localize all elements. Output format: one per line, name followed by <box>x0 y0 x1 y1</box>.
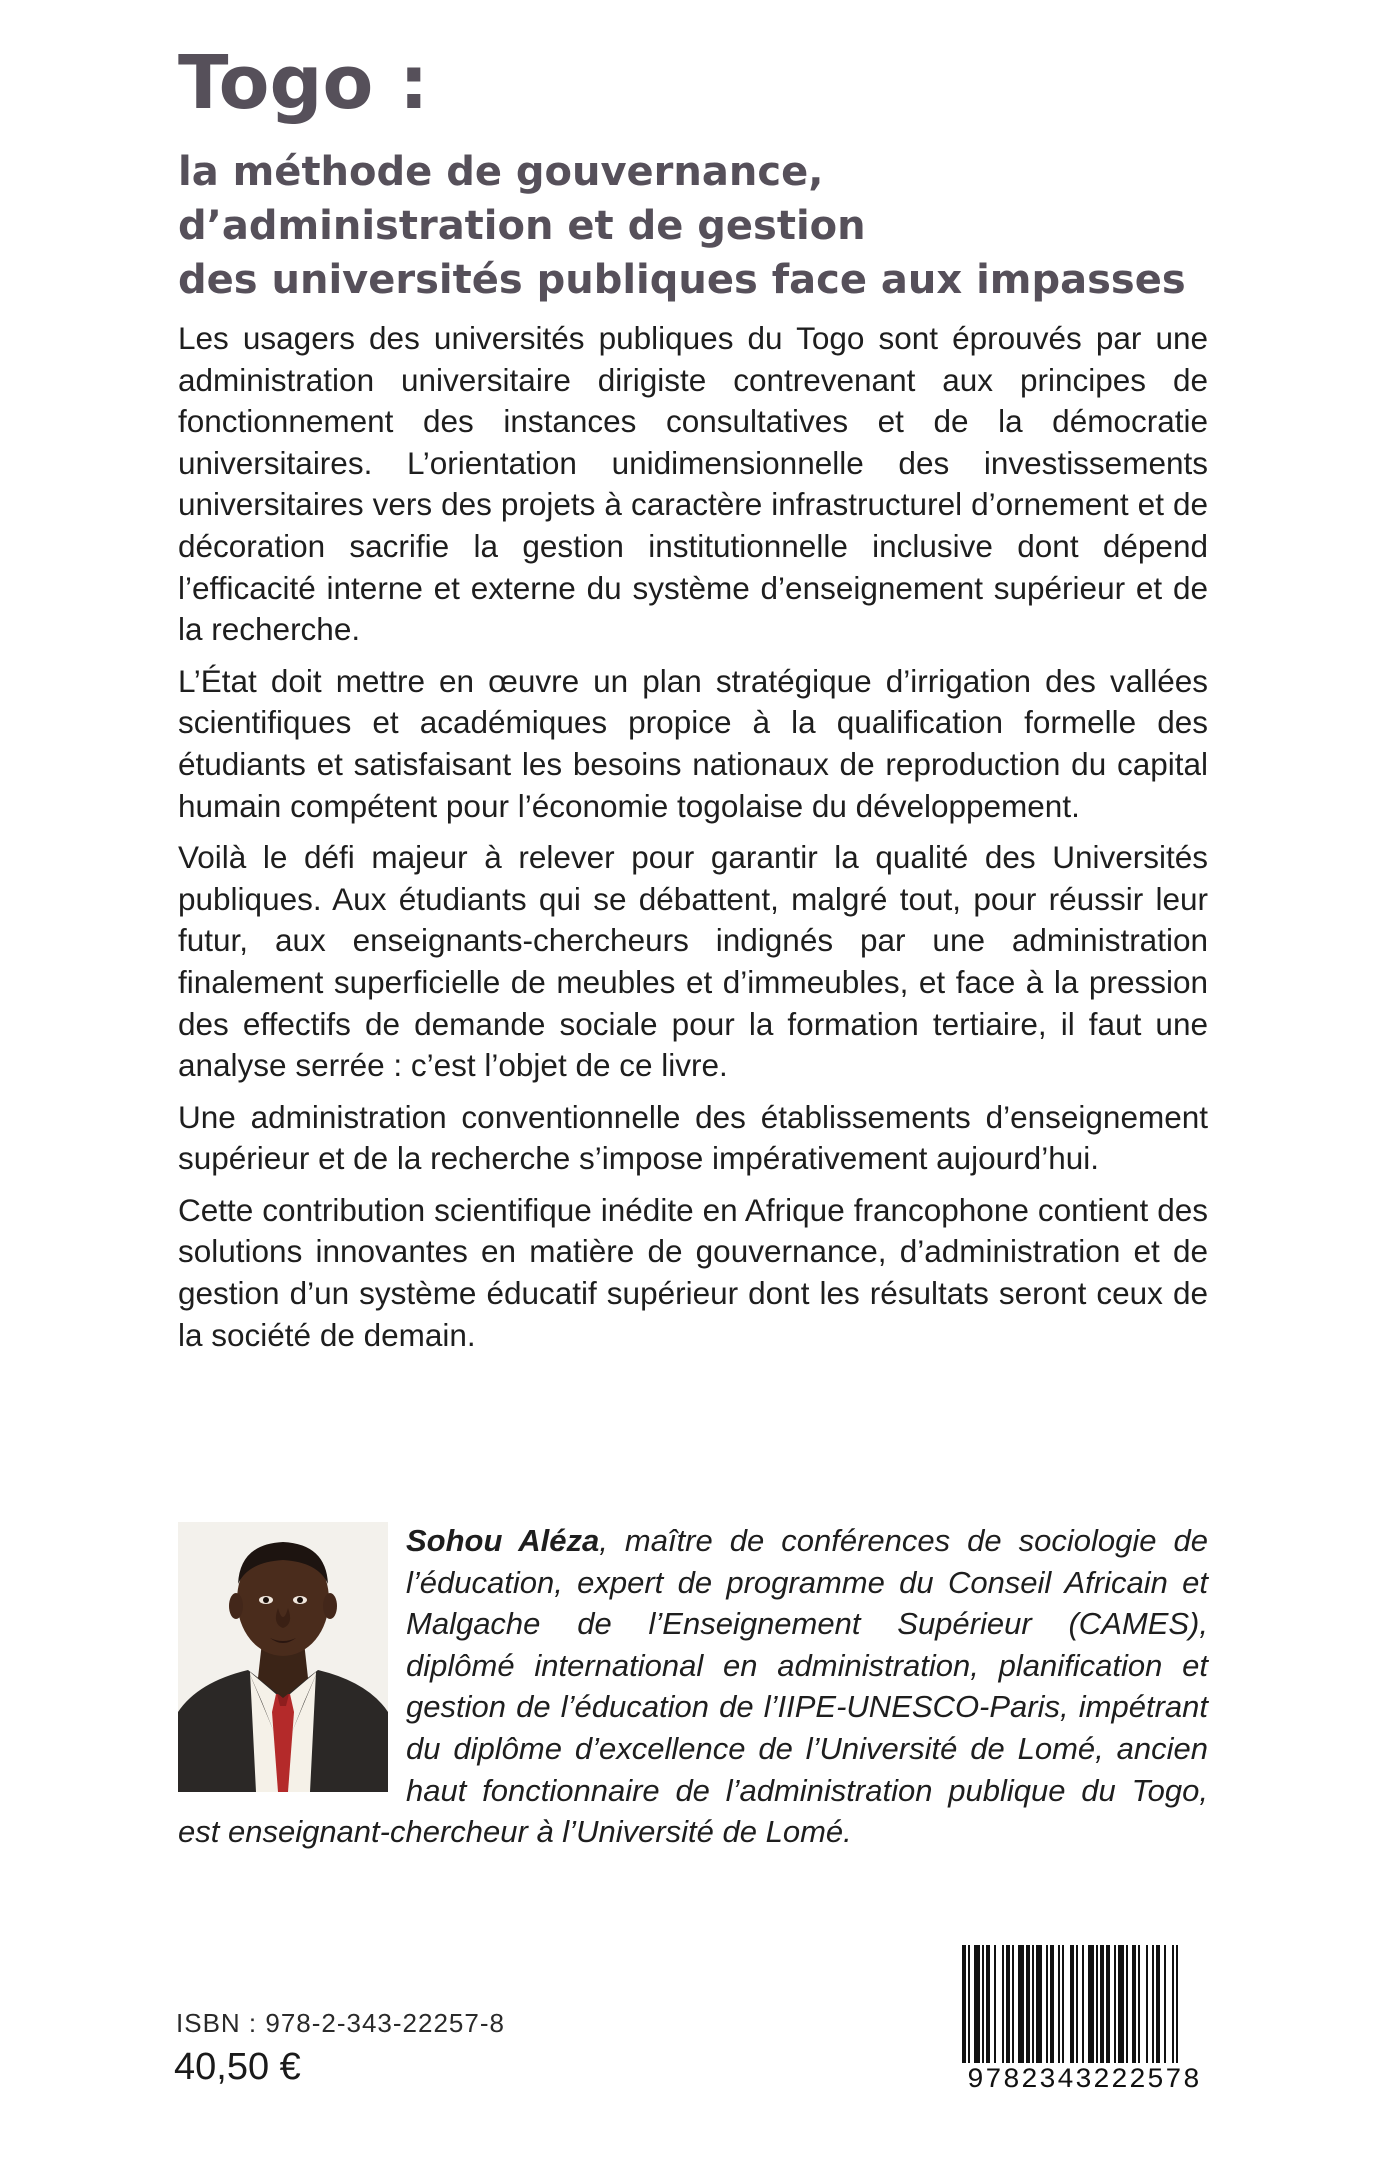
blurb-paragraph: Voilà le défi majeur à relever pour garantir la qualité des Universités publiques. Aux étudiants qui se débattent, malgré tout, pour réussir leur futur, aux enseignants-chercheurs indignés par une administration finalement superficielle de meubles et d’immeubles, et face à la pression des effectifs de demande sociale pour la formation tertiaire, il faut une analyse serrée : c’est l’objet de ce livre. <box>178 839 1208 1084</box>
book-title: Togo : <box>178 40 429 126</box>
blurb-paragraph: Les usagers des universités publiques du Togo sont éprouvés par une administration universitaire dirigiste contrevenant aux principes de fonctionnement des instances consultatives et de la démocratie universitaires. L’orientation unidimensionnelle des investissements universitaires vers des projets à caractère infrastructurel d’ornement et de décoration sacrifie la gestion institutionnelle inclusive dont dépend l’efficacité interne et externe du système d’enseignement supérieur et de la recherche. <box>178 320 1208 648</box>
author-photo <box>178 1522 388 1792</box>
author-section <box>178 1520 1208 1853</box>
blurb-paragraph: L’État doit mettre en œuvre un plan stratégique d’irrigation des vallées scientifiques et académiques propice à la qualification formelle des étudiants et satisfaisant les besoins nationaux de reproduction du capital humain compétent pour l’économie togolaise du développement. <box>178 662 1208 824</box>
blurb-paragraph: Cette contribution scientifique inédite en Afrique francophone contient des solutions innovantes en matière de gouvernance, d’administration et de gestion d’un système éducatif supérieur dont les résultats seront ceux de la société de demain. <box>178 1191 1208 1353</box>
barcode-bars <box>958 1945 1210 2067</box>
book-blurb <box>178 318 1208 1366</box>
blurb-paragraph: Une administration conventionnelle des établissements d’enseignement supérieur et de la recherche s’impose impérativement aujourd’hui. <box>178 1098 1208 1177</box>
author-portrait-image <box>178 1522 388 1792</box>
book-subtitle <box>178 145 1238 307</box>
author-bio-text: , maître de conférences de sociologie de l’éducation, expert de programme du Conseil Africain et Malgache de l’Enseignement Supérieur (CAMES), diplômé international en administration, planification et gestion de l’éducation de l’IIPE-UNESCO-Paris, impétrant du diplôme d’excellence de l’Université de Lomé, ancien haut fonctionnaire de l’administration publique du Togo, est enseignant-chercheur à l’Université de Lomé. <box>178 1523 1208 1850</box>
subtitle-line: des universités publiques face aux impasses <box>178 257 1186 303</box>
barcode <box>958 1945 1210 2103</box>
subtitle-line: la méthode de gouvernance, <box>178 149 824 195</box>
price-label: 40,50 € <box>174 2046 301 2088</box>
barcode-digits: 9782343222578 <box>958 2063 1210 2099</box>
subtitle-line: d’administration et de gestion <box>178 203 866 249</box>
isbn-label: ISBN : 978-2-343-22257-8 <box>176 2008 505 2038</box>
author-name: Sohou Aléza <box>406 1523 600 1558</box>
